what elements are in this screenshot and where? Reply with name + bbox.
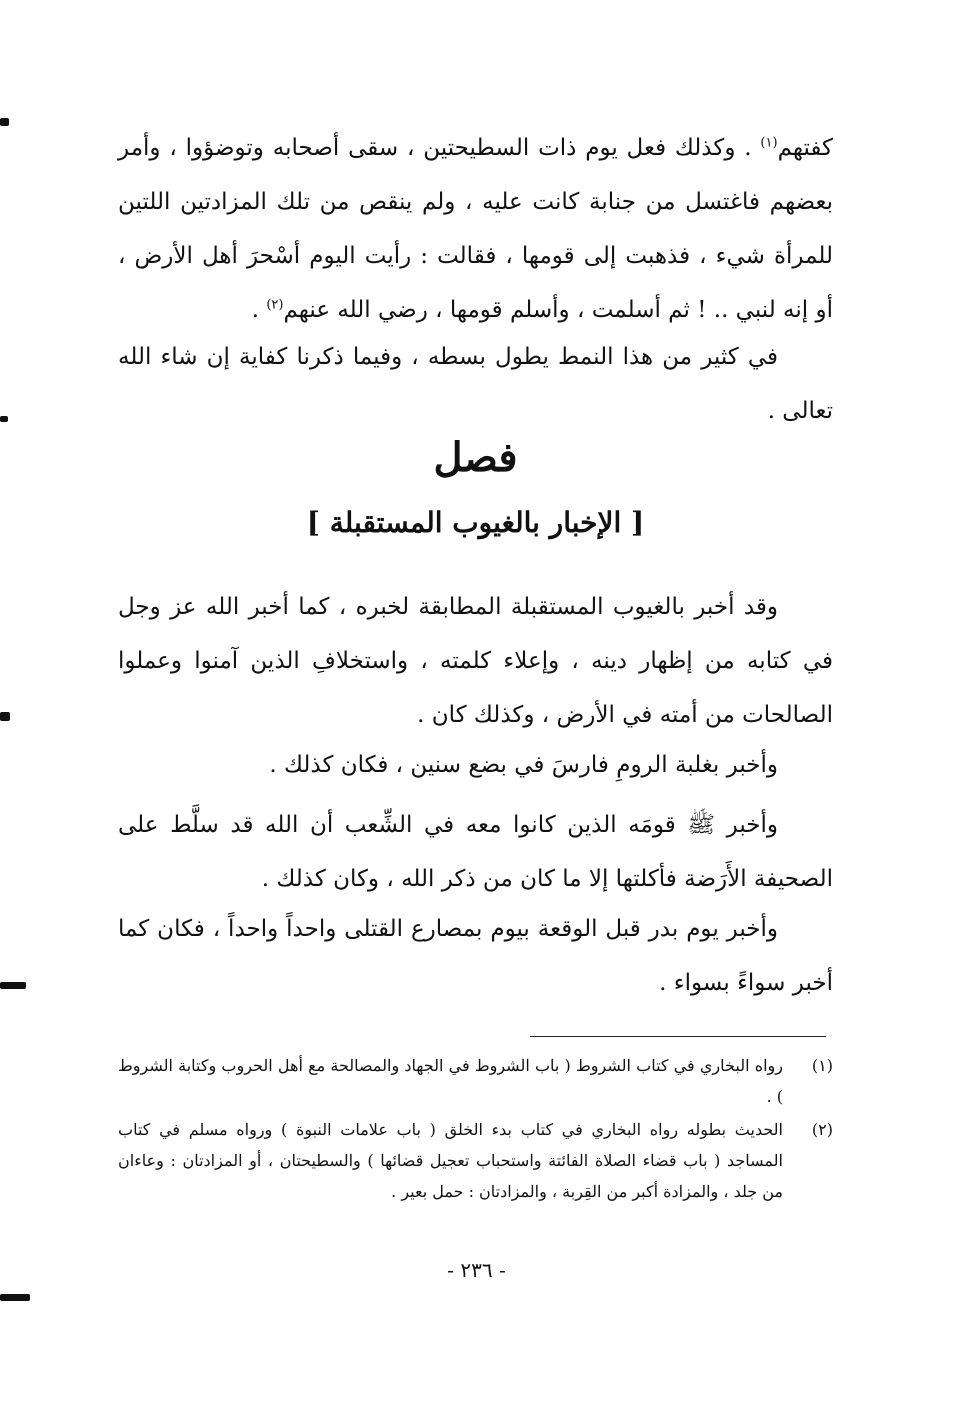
- scan-edge-mark: [0, 416, 8, 422]
- paragraph-2-text: في كثير من هذا النمط يطول بسطه ، وفيما ذكرنا كفاية إن شاء الله تعالى .: [118, 344, 833, 424]
- scan-edge-mark: [0, 1294, 30, 1301]
- paragraph-3-text: وقد أخبر بالغيوب المستقبلة المطابقة لخبره ، كما أخبر الله عز وجل في كتابه من إظهار دينه ، وإعلاء كلمته ، واستخلافِ الذين آمنوا وعملوا الصالحات من أمته في الأرض ، وكذلك كان .: [118, 594, 833, 728]
- paragraph-4: [118, 738, 833, 792]
- paragraph-5-text: وأخبر ﷺ قومَه الذين كانوا معه في الشِّعب أن الله قد سلَّط على الصحيفة الأَرَضة فأكلتها إلا ما كان من ذكر الله ، وكان كذلك .: [118, 812, 833, 892]
- footnote-number: (٢): [811, 1120, 833, 1139]
- paragraph-1-text: . وكذلك فعل يوم ذات السطيحتين ، سقى أصحابه وتوضؤوا ، وأمر بعضهم فاغتسل من جنابة كانت عليه ، ولم ينقص من تلك المزادتين اللتين للمرأة شيء ، فذهبت إلى قومها ، فقالت : رأيت اليوم أسْحرَ أهل الأرض ، أو إنه لنبي .. ! ثم أسلمت ، وأسلم قومها ، رضي الله عنهم: [118, 135, 833, 323]
- footnote-text: رواه البخاري في كتاب الشروط ( باب الشروط في الجهاد والمصالحة مع أهل الحروب وكتابة الشروط ) .: [118, 1056, 783, 1106]
- paragraph-1: [118, 121, 833, 337]
- page-number: - ٢٣٦ -: [447, 1258, 506, 1282]
- paragraph-1-end: .: [251, 297, 267, 323]
- footnote-divider: [530, 1036, 826, 1037]
- paragraph-2: [118, 330, 833, 438]
- paragraph-3: [118, 580, 833, 742]
- footnote-ref-2[interactable]: (٢): [266, 297, 284, 313]
- footnote-1: [118, 1050, 833, 1112]
- scan-edge-mark: [0, 118, 9, 126]
- paragraph-6-text: وأخبر يوم بدر قبل الوقعة بيوم بمصارع القتلى واحداً واحداً ، فكان كما أخبر سواءً بسواء .: [118, 916, 833, 996]
- footnote-number: (١): [811, 1056, 833, 1075]
- scan-edge-mark: [0, 982, 26, 989]
- section-heading: فصل: [433, 434, 518, 481]
- scan-edge-mark: [0, 712, 10, 721]
- paragraph-4-text: وأخبر بغلبة الرومِ فارسَ في بضع سنين ، فكان كذلك .: [269, 752, 778, 778]
- footnote-text: الحديث بطوله رواه البخاري في كتاب بدء الخلق ( باب علامات النبوة ) ورواه مسلم في كتاب المساجد ( باب قضاء الصلاة الفائتة واستحباب تعجيل قضائها ) والسطيحتان ، أو المزادتان : وعاءان من جلد ، والمزادة أكبر من القِربة ، والمزادتان : حمل بعير .: [118, 1120, 783, 1201]
- paragraph-6: [118, 902, 833, 1010]
- section-subheading: [ الإخبار بالغيوب المستقبلة ]: [306, 506, 645, 539]
- footnote-2: [118, 1114, 833, 1207]
- paragraph-1-start: كفتهم: [777, 135, 833, 161]
- footnotes: [118, 1050, 833, 1209]
- footnote-ref-1[interactable]: (١): [760, 135, 778, 151]
- paragraph-5: [118, 798, 833, 906]
